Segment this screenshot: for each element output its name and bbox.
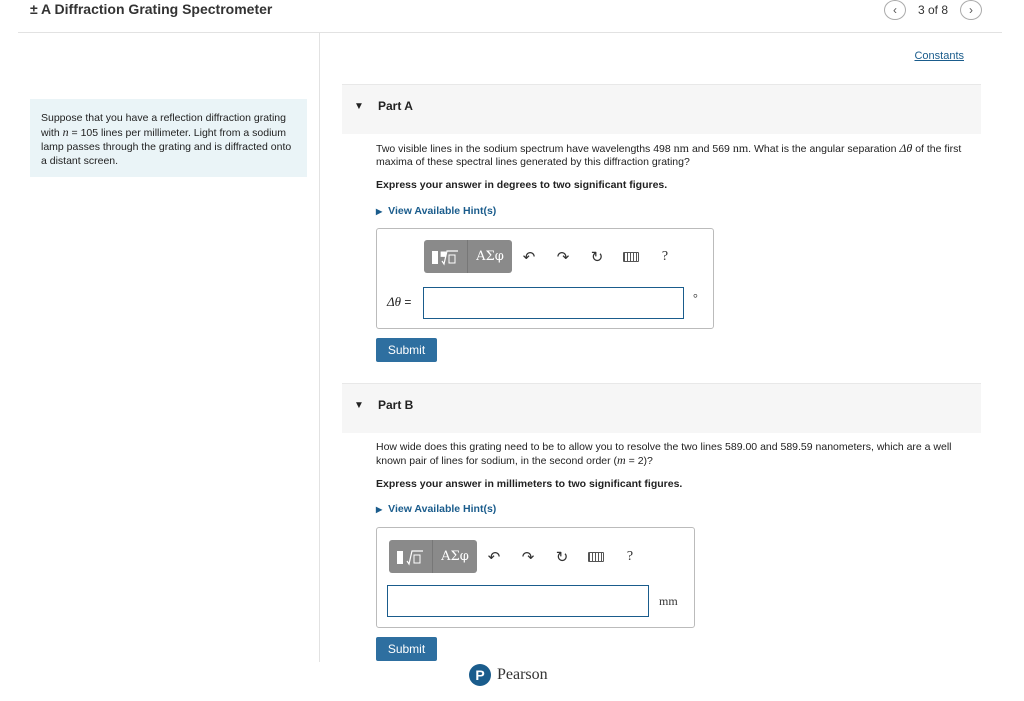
part-b-question bbox=[376, 441, 976, 468]
part-b-template-group bbox=[389, 540, 477, 573]
caret-right-icon: ▶ bbox=[376, 505, 383, 514]
part-b-question-text-2: = 2)? bbox=[628, 455, 653, 467]
part-a-unit: ° bbox=[693, 291, 698, 305]
problem-text-1: Suppose that you have a reflection diffraction grating with bbox=[41, 112, 286, 139]
undo-icon[interactable]: ↶ bbox=[522, 248, 536, 266]
part-a-question-text-4: of the first maxima of these spectral lines generated by this diffraction grating? bbox=[376, 143, 962, 168]
column-divider bbox=[319, 32, 320, 662]
keyboard-icon[interactable] bbox=[614, 240, 648, 273]
part-b-label: Part B bbox=[378, 398, 414, 412]
part-a-collapse-icon[interactable]: ▼ bbox=[354, 101, 364, 112]
problem-text-2: = 105 lines per millimeter. Light from a sodium lamp passes through the grating and is diffracted onto a distant screen. bbox=[41, 127, 292, 167]
reset-icon[interactable]: ↻ bbox=[590, 248, 604, 266]
part-b-collapse-icon[interactable]: ▼ bbox=[354, 400, 364, 411]
part-b-header[interactable] bbox=[342, 383, 981, 433]
next-item-button[interactable]: › bbox=[960, 0, 982, 20]
pearson-logo-icon: P bbox=[469, 664, 491, 686]
part-a-var-equals: = bbox=[404, 295, 412, 309]
caret-right-icon: ▶ bbox=[376, 207, 383, 216]
part-a-unit-nm-1: nm bbox=[673, 141, 690, 155]
part-b-unit: mm bbox=[659, 594, 678, 608]
templates-icon[interactable] bbox=[424, 240, 468, 273]
part-b-answer-input[interactable] bbox=[387, 585, 649, 617]
part-a-delta-theta: Δθ bbox=[899, 141, 913, 155]
part-a-question-text-1: Two visible lines in the sodium spectrum have wavelengths 498 bbox=[376, 143, 671, 155]
part-a-question-text-2: and 569 bbox=[691, 143, 730, 155]
part-a-variable-label bbox=[387, 294, 411, 310]
part-a-hint-label: View Available Hint(s) bbox=[388, 205, 497, 217]
part-a-math-toolbar bbox=[424, 240, 682, 273]
problem-math-n: n bbox=[62, 125, 69, 139]
part-b-hint-toggle[interactable] bbox=[376, 503, 496, 515]
constants-link[interactable]: Constants bbox=[914, 50, 964, 62]
templates-icon[interactable] bbox=[389, 540, 433, 573]
greek-symbols-button[interactable]: ΑΣφ bbox=[476, 249, 504, 264]
part-b-hint-label: View Available Hint(s) bbox=[388, 503, 497, 515]
page-title: ± A Diffraction Grating Spectrometer bbox=[30, 1, 273, 17]
redo-icon[interactable]: ↷ bbox=[556, 248, 570, 266]
prev-item-button[interactable]: ‹ bbox=[884, 0, 906, 20]
undo-icon[interactable]: ↶ bbox=[487, 548, 501, 566]
part-b-question-text-1: How wide does this grating need to be to allow you to resolve the two lines 589.00 and 589.59 nanometers, which are a well known pair of lines for sodium, in the second order ( bbox=[376, 441, 952, 467]
part-a-question bbox=[376, 142, 976, 169]
pager-count: 3 of 8 bbox=[917, 3, 948, 17]
part-b-answer-box bbox=[376, 527, 695, 628]
part-a-header[interactable] bbox=[342, 84, 981, 134]
part-a-label: Part A bbox=[378, 99, 413, 113]
part-b-submit-button[interactable]: Submit bbox=[376, 637, 437, 661]
part-a-hint-toggle[interactable] bbox=[376, 205, 496, 217]
pearson-wordmark: Pearson bbox=[497, 666, 548, 683]
header-divider bbox=[18, 32, 1002, 33]
part-a-answer-input[interactable] bbox=[423, 287, 684, 319]
part-b-instruction: Express your answer in millimeters to two significant figures. bbox=[376, 478, 683, 490]
help-icon[interactable]: ? bbox=[626, 548, 634, 564]
help-icon[interactable]: ? bbox=[661, 248, 669, 264]
part-a-question-text-3: . What is the angular separation bbox=[748, 143, 897, 155]
reset-icon[interactable]: ↻ bbox=[555, 548, 569, 566]
greek-symbols-button[interactable]: ΑΣφ bbox=[441, 549, 469, 564]
pager bbox=[884, 0, 982, 20]
part-a-unit-nm-2: nm bbox=[732, 141, 749, 155]
part-b-math-toolbar bbox=[389, 540, 647, 573]
pearson-brand bbox=[469, 664, 548, 686]
part-a-var-symbol: Δθ bbox=[387, 294, 402, 309]
part-b-math-m: m bbox=[617, 453, 626, 467]
keyboard-icon[interactable] bbox=[579, 540, 613, 573]
svg-text:■: ■ bbox=[439, 249, 447, 258]
part-a-template-group bbox=[424, 240, 512, 273]
part-a-answer-box bbox=[376, 228, 714, 329]
redo-icon[interactable]: ↷ bbox=[521, 548, 535, 566]
problem-statement bbox=[30, 99, 307, 177]
part-a-instruction: Express your answer in degrees to two significant figures. bbox=[376, 179, 668, 191]
part-a-submit-button[interactable]: Submit bbox=[376, 338, 437, 362]
